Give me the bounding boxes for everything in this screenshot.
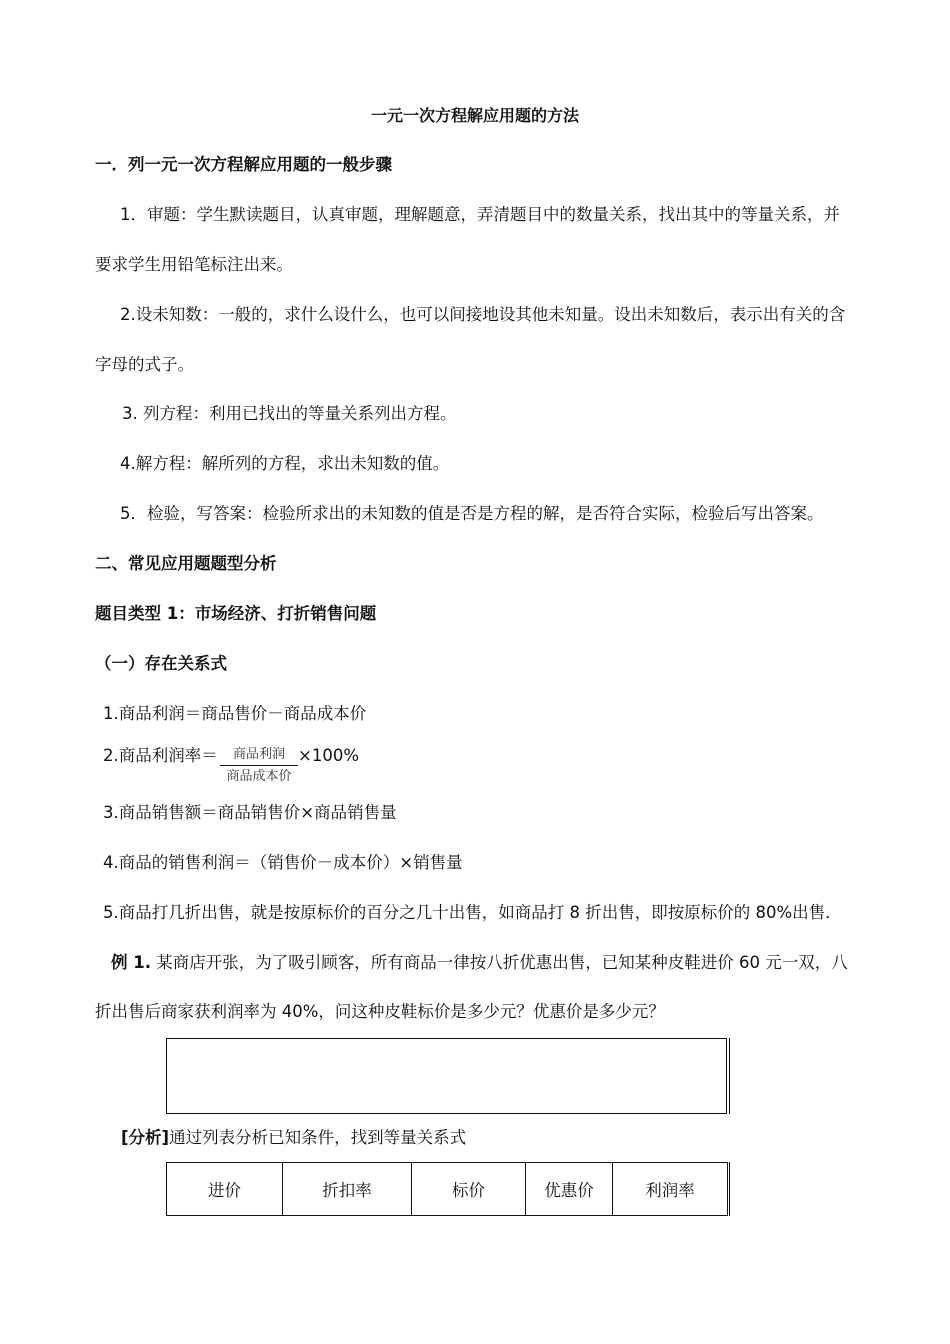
table-header-cell: 标价 xyxy=(412,1163,526,1216)
analysis-label: [分析] xyxy=(121,1128,170,1147)
relation-4: 4.商品的销售利润＝（销售价－成本价）×销售量 xyxy=(103,853,463,872)
example1-label: 例 1. xyxy=(111,953,151,972)
table-row xyxy=(167,1163,728,1216)
section2-heading: 二、常见应用题题型分析 xyxy=(95,554,277,573)
fraction-denominator: 商品成本价 xyxy=(226,769,292,784)
relations-heading: （一）存在关系式 xyxy=(95,654,227,673)
example1-line1 xyxy=(111,952,848,974)
step2-line2: 字母的式子。 xyxy=(95,355,194,374)
table-header-cell: 利润率 xyxy=(613,1163,728,1216)
step1-line1: 1．审题：学生默读题目，认真审题，理解题意，弄清题目中的数量关系，找出其中的等量关系，并 xyxy=(120,205,840,224)
relation-5: 5.商品打几折出售，就是按原标价的百分之几十出售，如商品打 8 折出售，即按原标价的 80%出售． xyxy=(103,903,842,922)
step4: 4.解方程：解所列的方程，求出未知数的值。 xyxy=(120,454,450,473)
profit-rate-fraction xyxy=(220,746,298,786)
fraction-numerator: 商品利润 xyxy=(220,746,298,766)
example1-text-line1: 某商店开张，为了吸引顾客，所有商品一律按八折优惠出售，已知某种皮鞋进价 60 元一双，八 xyxy=(151,953,848,972)
example1-line2: 折出售后商家获利润率为 40%，问这种皮鞋标价是多少元？优惠价是多少元？ xyxy=(95,1002,665,1021)
analysis-table xyxy=(166,1162,728,1216)
step3: 3. 列方程：利用已找出的等量关系列出方程。 xyxy=(122,404,457,423)
section1-heading: 一．列一元一次方程解应用题的一般步骤 xyxy=(95,155,392,174)
answer-box xyxy=(166,1038,727,1114)
relation-2-suffix: ×100% xyxy=(298,746,359,765)
analysis-table-edge xyxy=(729,1162,730,1216)
analysis-text: 通过列表分析已知条件，找到等量关系式 xyxy=(169,1128,467,1147)
analysis-line xyxy=(121,1127,466,1149)
step5: 5．检验，写答案：检验所求出的未知数的值是否是方程的解，是否符合实际，检验后写出答案。 xyxy=(120,504,824,523)
step2-line1: 2.设未知数：一般的，求什么设什么，也可以间接地设其他未知量。设出未知数后，表示出有关的含 xyxy=(120,305,846,324)
table-header-cell: 优惠价 xyxy=(526,1163,613,1216)
document-title: 一元一次方程解应用题的方法 xyxy=(370,106,579,125)
type1-heading: 题目类型 1：市场经济、打折销售问题 xyxy=(95,604,377,623)
step1-line2: 要求学生用铅笔标注出来。 xyxy=(95,255,293,274)
relation-2-prefix: 2.商品利润率＝ xyxy=(103,746,218,765)
table-header-cell: 进价 xyxy=(167,1163,283,1216)
relation-1: 1.商品利润＝商品售价－商品成本价 xyxy=(103,704,367,723)
table-header-cell: 折扣率 xyxy=(283,1163,412,1216)
relation-3: 3.商品销售额＝商品销售价×商品销售量 xyxy=(103,803,397,822)
answer-box-edge xyxy=(729,1038,730,1114)
